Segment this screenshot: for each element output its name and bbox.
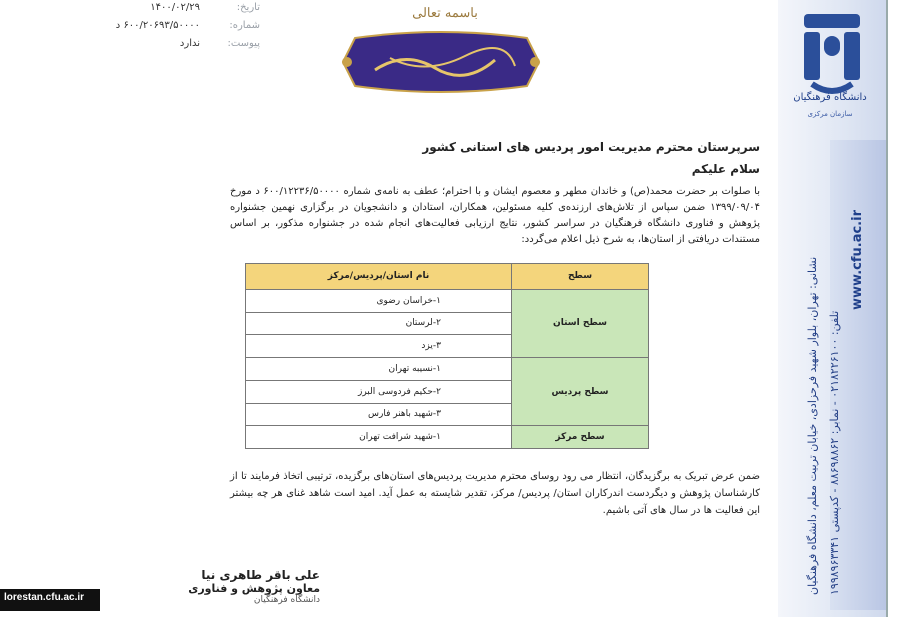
right-margin bbox=[888, 0, 900, 617]
signer-name: علی باقر طاهری نیا bbox=[201, 568, 320, 582]
sidebar-contact bbox=[796, 150, 886, 605]
attachment-value: ندارد bbox=[179, 38, 200, 49]
greeting: سلام علیکم bbox=[691, 162, 760, 176]
level-cell: سطح استان bbox=[512, 289, 649, 357]
table-cell: ۲-لرستان bbox=[246, 312, 512, 335]
table-cell: ۲-حکیم فردوسی البرز bbox=[246, 380, 512, 403]
body-paragraph-1: با صلوات بر حضرت محمد(ص) و خاندان مطهر و معصوم ایشان و با احترام؛ عطف به نامه‌ی شماره ۶۰۰/۱۲۲۳۶/۵۰۰۰۰ د مورخ ۱۳۹۹/۰۹/۰۴ ضمن سپاس از تلاش‌های ارزنده‌ی کلیه مسئولین، همکاران، استادان و دانشجویان در برگزاری نهمین جشنواره پژوهش و فناوری دانشگاه فرهنگیان در سراسر کشور، نتایج ارزیابی فعالیت‌های انجام شده در جشنواره مذکور، بر اساس مستندات دریافتی از استان‌ها، به شرح ذیل اعلام می‌گردد: bbox=[230, 186, 760, 245]
table-header-level: سطح bbox=[512, 264, 649, 290]
site-caption: lorestan.cfu.ac.ir bbox=[4, 592, 85, 603]
letter-meta bbox=[50, 2, 260, 56]
table-cell: ۱-نسیبه تهران bbox=[246, 358, 512, 381]
addressee: سرپرستان محترم مدیریت امور پردیس های استانی کشور bbox=[422, 140, 760, 154]
university-subtitle: سازمان مرکزی bbox=[807, 110, 853, 118]
university-name: دانشگاه فرهنگیان bbox=[793, 92, 867, 103]
signer-title: معاون پژوهش و فناوری bbox=[188, 582, 320, 595]
signer-org: دانشگاه فرهنگیان bbox=[253, 595, 320, 605]
level-cell: سطح پردیس bbox=[512, 358, 649, 426]
sidebar-website: www.cfu.ac.ir bbox=[850, 210, 865, 310]
sidebar-address: نشانی: تهران، بلوار شهید فرحزادی، خیابان تربیت معلم، دانشگاه فرهنگیان bbox=[806, 256, 819, 595]
table-header-name: نام استان/پردیس/مرکز bbox=[246, 264, 512, 290]
results-table bbox=[245, 263, 649, 449]
number-value: ۶۰۰/۲۰۶۹۳/۵۰۰۰۰ د bbox=[115, 20, 200, 31]
attachment-label: پیوست: bbox=[227, 38, 260, 49]
university-logo-icon bbox=[782, 6, 878, 124]
table-cell: ۳-شهید باهنر فارس bbox=[246, 403, 512, 426]
body-paragraph-2: ضمن عرض تبریک به برگزیدگان، انتظار می رود روسای محترم مدیریت پردیس‌های استان‌های برگزیده، ترتیبی اتخاذ فرمایند تا از کارشناسان پژوهش و دیگردست اندرکاران استان/ پردیس/ مرکز، تقدیر شایسته به عمل آید. امید است شاهد غنای هر چه بیشتر این فعالیت ها در سال های آتی باشیم. bbox=[230, 471, 760, 516]
signature-block bbox=[150, 568, 320, 605]
table-cell: ۱-خراسان رضوی bbox=[246, 289, 512, 312]
sidebar-phone: تلفن: ۰۲۱۸۲۲۶۱۰۰ - نمابر: ۸۸۶۹۸۸۶۲ - کدپستی ۱۹۹۸۹۶۳۳۴۱ bbox=[828, 310, 841, 595]
date-value: ۱۴۰۰/۰۲/۲۹ bbox=[150, 2, 200, 13]
table-cell: ۳-یزد bbox=[246, 335, 512, 358]
table-cell: ۱-شهید شرافت تهران bbox=[246, 426, 512, 449]
level-cell: سطح مرکز bbox=[512, 426, 649, 449]
date-label: تاریخ: bbox=[236, 2, 260, 13]
besmeh-title: باسمه تعالی bbox=[412, 6, 478, 21]
number-label: شماره: bbox=[229, 20, 260, 31]
year-slogan-banner bbox=[335, 30, 547, 95]
